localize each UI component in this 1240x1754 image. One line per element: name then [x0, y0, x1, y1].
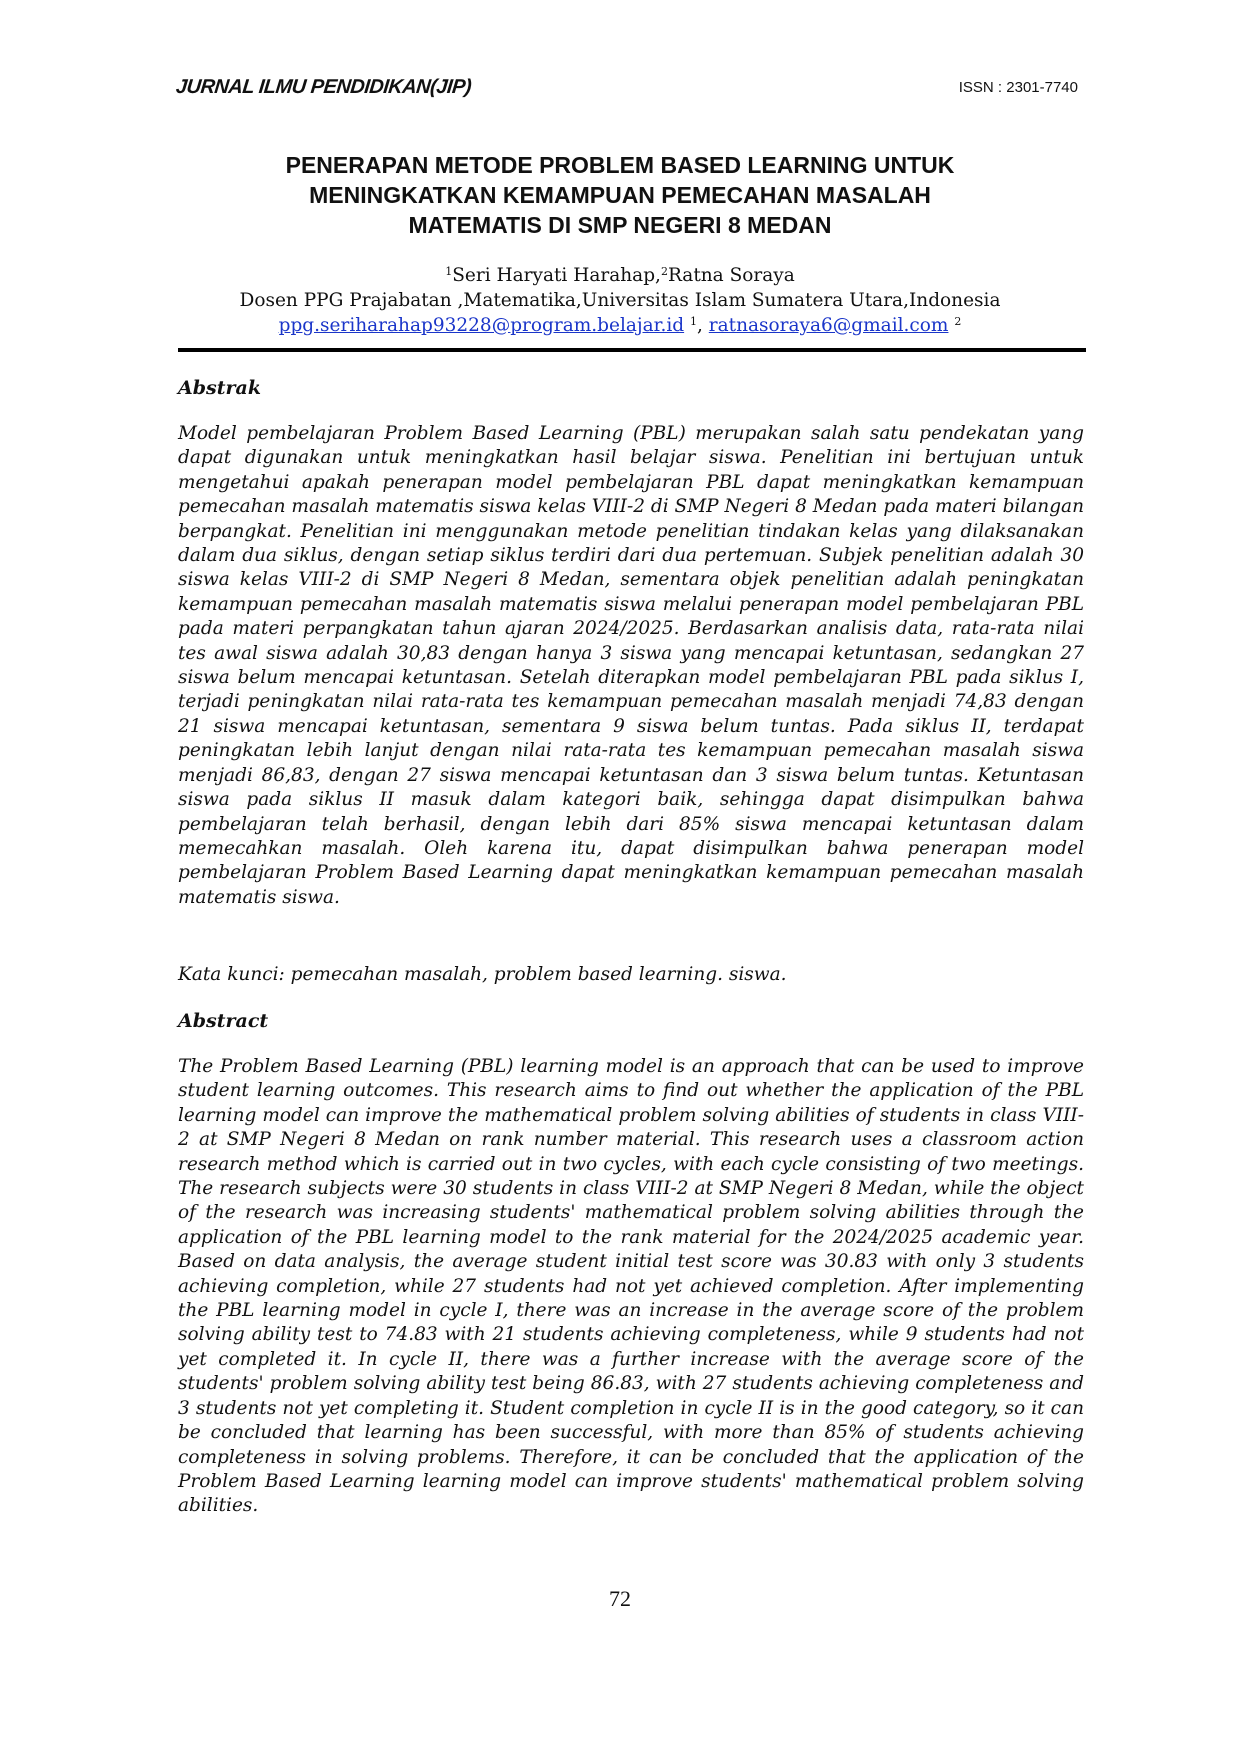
- email-line: [150, 313, 1090, 338]
- abstract-text: The Problem Based Learning (PBL) learning model is an approach that can be used to improve student learning outcomes. This research aims to find out whether the application of the PBL learning model can improve the mathematical problem solving abilities of students in class VIII-2 at SMP Negeri 8 Medan on rank number material. This research uses a classroom action research method which is carried out in two cycles, with each cycle consisting of two meetings. The research subjects were 30 students in class VIII-2 at SMP Negeri 8 Medan, while the object of the research was increasing students' mathematical problem solving abilities through the application of the PBL learning model to the rank material for the 2024/2025 academic year. Based on data analysis, the average student initial test score was 30.83 with only 3 students achieving completion, while 27 students had not yet achieved completion. After implementing the PBL learning model in cycle I, there was an increase in the average score of the problem solving ability test to 74.83 with 21 students achieving completeness, while 9 students had not yet completed it. In cycle II, there was a further increase with the average score of the students' problem solving ability test being 86.83, with 27 students achieving completeness and 3 students not yet completing it. Student completion in cycle II is in the good category, so it can be concluded that learning has been successful, with more than 85% of students achieving completeness in solving problems. Therefore, it can be concluded that the application of the Problem Based Learning learning model can improve students' mathematical problem solving abilities.: [178, 1056, 1084, 1517]
- email1-sup: 1: [690, 315, 697, 328]
- author-line: [150, 263, 1090, 288]
- article-title: [150, 150, 1090, 240]
- issn-label: ISSN : 2301-7740: [958, 79, 1078, 96]
- author1-sup: 1: [445, 265, 453, 278]
- affiliation: Dosen PPG Prajabatan ,Matematika,Universitas Islam Sumatera Utara,Indonesia: [239, 290, 1001, 311]
- header-divider: [178, 348, 1086, 352]
- author2-sup: 2: [660, 265, 668, 278]
- author2-name: Ratna Soraya: [667, 265, 795, 286]
- title-line-3: MATEMATIS DI SMP NEGERI 8 MEDAN: [408, 212, 832, 238]
- keywords: Kata kunci: pemecahan masalah, problem based learning. siswa.: [178, 964, 787, 985]
- title-line-2: MENINGKATKAN KEMAMPUAN PEMECAHAN MASALAH: [309, 182, 931, 208]
- author-block: [150, 263, 1090, 338]
- email2-sup: 2: [954, 315, 962, 328]
- email-link-1[interactable]: ppg.seriharahap93228@program.belajar.id: [278, 315, 685, 336]
- email-link-2[interactable]: ratnasoraya6@gmail.com: [708, 315, 949, 336]
- abstrak-heading: Abstrak: [178, 377, 261, 399]
- email-separator: ,: [697, 315, 703, 336]
- title-line-1: PENERAPAN METODE PROBLEM BASED LEARNING UNTUK: [285, 152, 955, 178]
- page-number: 72: [609, 1586, 631, 1611]
- abstract-heading: Abstract: [178, 1010, 269, 1032]
- author1-name: Seri Haryati Harahap,: [452, 265, 661, 286]
- abstrak-text: Model pembelajaran Problem Based Learning (PBL) merupakan salah satu pendekatan yang dapat digunakan untuk meningkatkan hasil belajar siswa. Penelitian ini bertujuan untuk mengetahui apakah penerapan model pembelajaran PBL dapat meningkatkan kemampuan pemecahan masalah matematis siswa kelas VIII-2 di SMP Negeri 8 Medan pada materi bilangan berpangkat. Penelitian ini menggunakan metode penelitian tindakan kelas yang dilaksanakan dalam dua siklus, dengan setiap siklus terdiri dari dua pertemuan. Subjek penelitian adalah 30 siswa kelas VIII-2 di SMP Negeri 8 Medan, sementara objek penelitian adalah peningkatan kemampuan pemecahan masalah matematis siswa melalui penerapan model pembelajaran PBL pada materi perpangkatan tahun ajaran 2024/2025. Berdasarkan analisis data, rata-rata nilai tes awal siswa adalah 30,83 dengan hanya 3 siswa yang mencapai ketuntasan, sedangkan 27 siswa belum mencapai ketuntasan. Setelah diterapkan model pembelajaran PBL pada siklus I, terjadi peningkatan nilai rata-rata tes kemampuan pemecahan masalah menjadi 74,83 dengan 21 siswa mencapai ketuntasan, sementara 9 siswa belum tuntas. Pada siklus II, terdapat peningkatan lebih lanjut dengan nilai rata-rata tes kemampuan pemecahan masalah siswa menjadi 86,83, dengan 27 siswa mencapai ketuntasan dan 3 siswa belum tuntas. Ketuntasan siswa pada siklus II masuk dalam kategori baik, sehingga dapat disimpulkan bahwa pembelajaran telah berhasil, dengan lebih dari 85% siswa mencapai ketuntasan dalam memecahkan masalah. Oleh karena itu, dapat disimpulkan bahwa penerapan model pembelajaran Problem Based Learning dapat meningkatkan kemampuan pemecahan masalah matematis siswa.: [178, 423, 1084, 908]
- journal-name: JURNAL ILMU PENDIDIKAN(JIP): [174, 76, 473, 98]
